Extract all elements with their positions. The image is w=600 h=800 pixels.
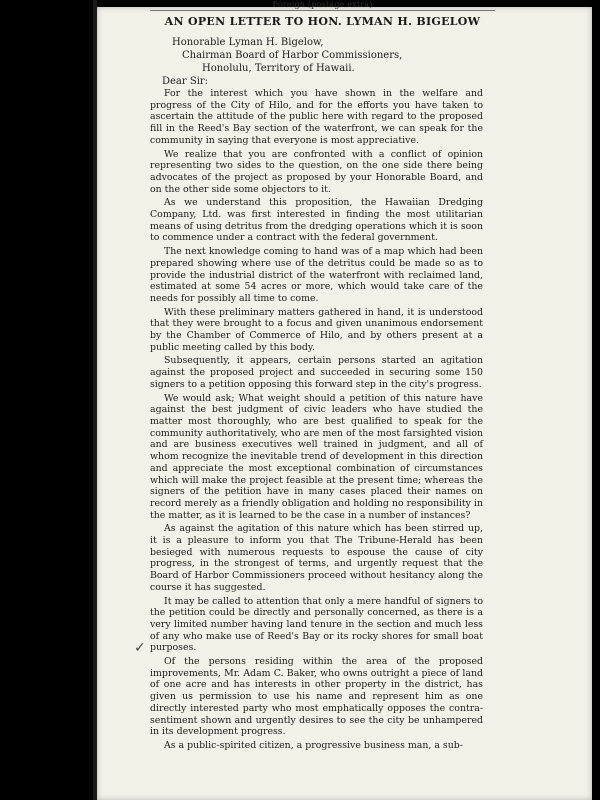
postage-note: Foreign (postage extra) [272, 0, 373, 9]
address-block [162, 36, 482, 88]
header-rule [150, 10, 495, 11]
paragraph: We would ask; What weight should a petition of this nature have against the best judgment of civic leaders who have studied the matter most thoroughly, who are best qualified to speak for the community authoritatively, who are men of the most farsighted vision and are business executives well trained in judgment, and all of whom recognize the inevitable trend of development in this direction and appreciate the most exceptional combination of circumstances which will make the project feasible at the present time; whereas the signers of the petition have in many cases placed their names on record merely as a friendly obligation and holding no responsibility in the matter, as it is learned to be the case in a number of instances? [150, 392, 483, 521]
salutation: Dear Sir: [162, 76, 209, 87]
address-location: Honolulu, Territory of Hawaii. [202, 63, 355, 74]
paragraph: With these preliminary matters gathered in hand, it is understood that they were brought to a focus and given unanimous endorsement by the Chamber of Commerce of Hilo, and by others present at a public meeting called by this body. [150, 306, 483, 353]
address-position: Chairman Board of Harbor Commissioners, [182, 50, 403, 61]
letter-title: AN OPEN LETTER TO HON. LYMAN H. BIGELOW [164, 15, 481, 28]
paragraph: As a public-spirited citizen, a progressive business man, a sub- [164, 739, 463, 751]
paragraph: It may be called to attention that only a mere handful of signers to the petition could be directly and personally concerned, as there is a very limited number having land tenure in the section and much less of any who make use of Reed's Bay or its rocky shores for small boat purposes. [150, 595, 483, 654]
paragraph: For the interest which you have shown in the welfare and progress of the City of Hilo, and for the efforts you have taken to ascertain the attitude of the public here with regard to the proposed fill in the Reed's Bay section of the waterfront, we can speak for the community in saying that everyone is most appreciative. [150, 88, 483, 146]
paragraph: As against the agitation of this nature which has been stirred up, it is a pleasure to inform you that The Tribune-Herald has been besieged with numerous requests to espouse the cause of city progress, in the strongest of terms, and urgently request that the Board of Harbor Commissioners proceed without hesitancy along the course it has suggested. [150, 523, 483, 593]
paragraph: The next knowledge coming to hand was of a map which had been prepared showing where use of the detritus could be made so as to provide the industrial district of the waterfront with reclaimed land, estimated at some 54 acres or more, which would take care of the needs for possibly all time to come. [150, 246, 483, 304]
paragraph: Of the persons residing within the area of the proposed improvements, Mr. Adam C. Baker, who owns outright a piece of land of one acre and has interests in other property in the district, has given us permission to use his name and represent him as one directly interested party who most emphatically opposes the contra-sentiment shown and urgently desires to see the city be unhampered in its development progress. [150, 656, 483, 738]
paragraph: As we understand this proposition, the Hawaiian Dredging Company, Ltd. was first interested in finding the most utilitarian means of using detritus from the dredging operations which it is soon to commence under a contract with the federal government. [150, 197, 483, 244]
paragraph: We realize that you are confronted with a conflict of opinion representing two sides to the question, on the one side there being advocates of the project as proposed by your Honorable Board, and on the other side some objectors to it. [150, 148, 483, 195]
letter-body [150, 88, 483, 754]
margin-mark-icon: ✓ [134, 640, 146, 656]
address-recipient: Honorable Lyman H. Bigelow, [172, 37, 324, 48]
paragraph: Subsequently, it appears, certain persons started an agitation against the proposed project and succeeded in securing some 150 signers to a petition opposing this forward step in the city's progress. [150, 355, 483, 390]
